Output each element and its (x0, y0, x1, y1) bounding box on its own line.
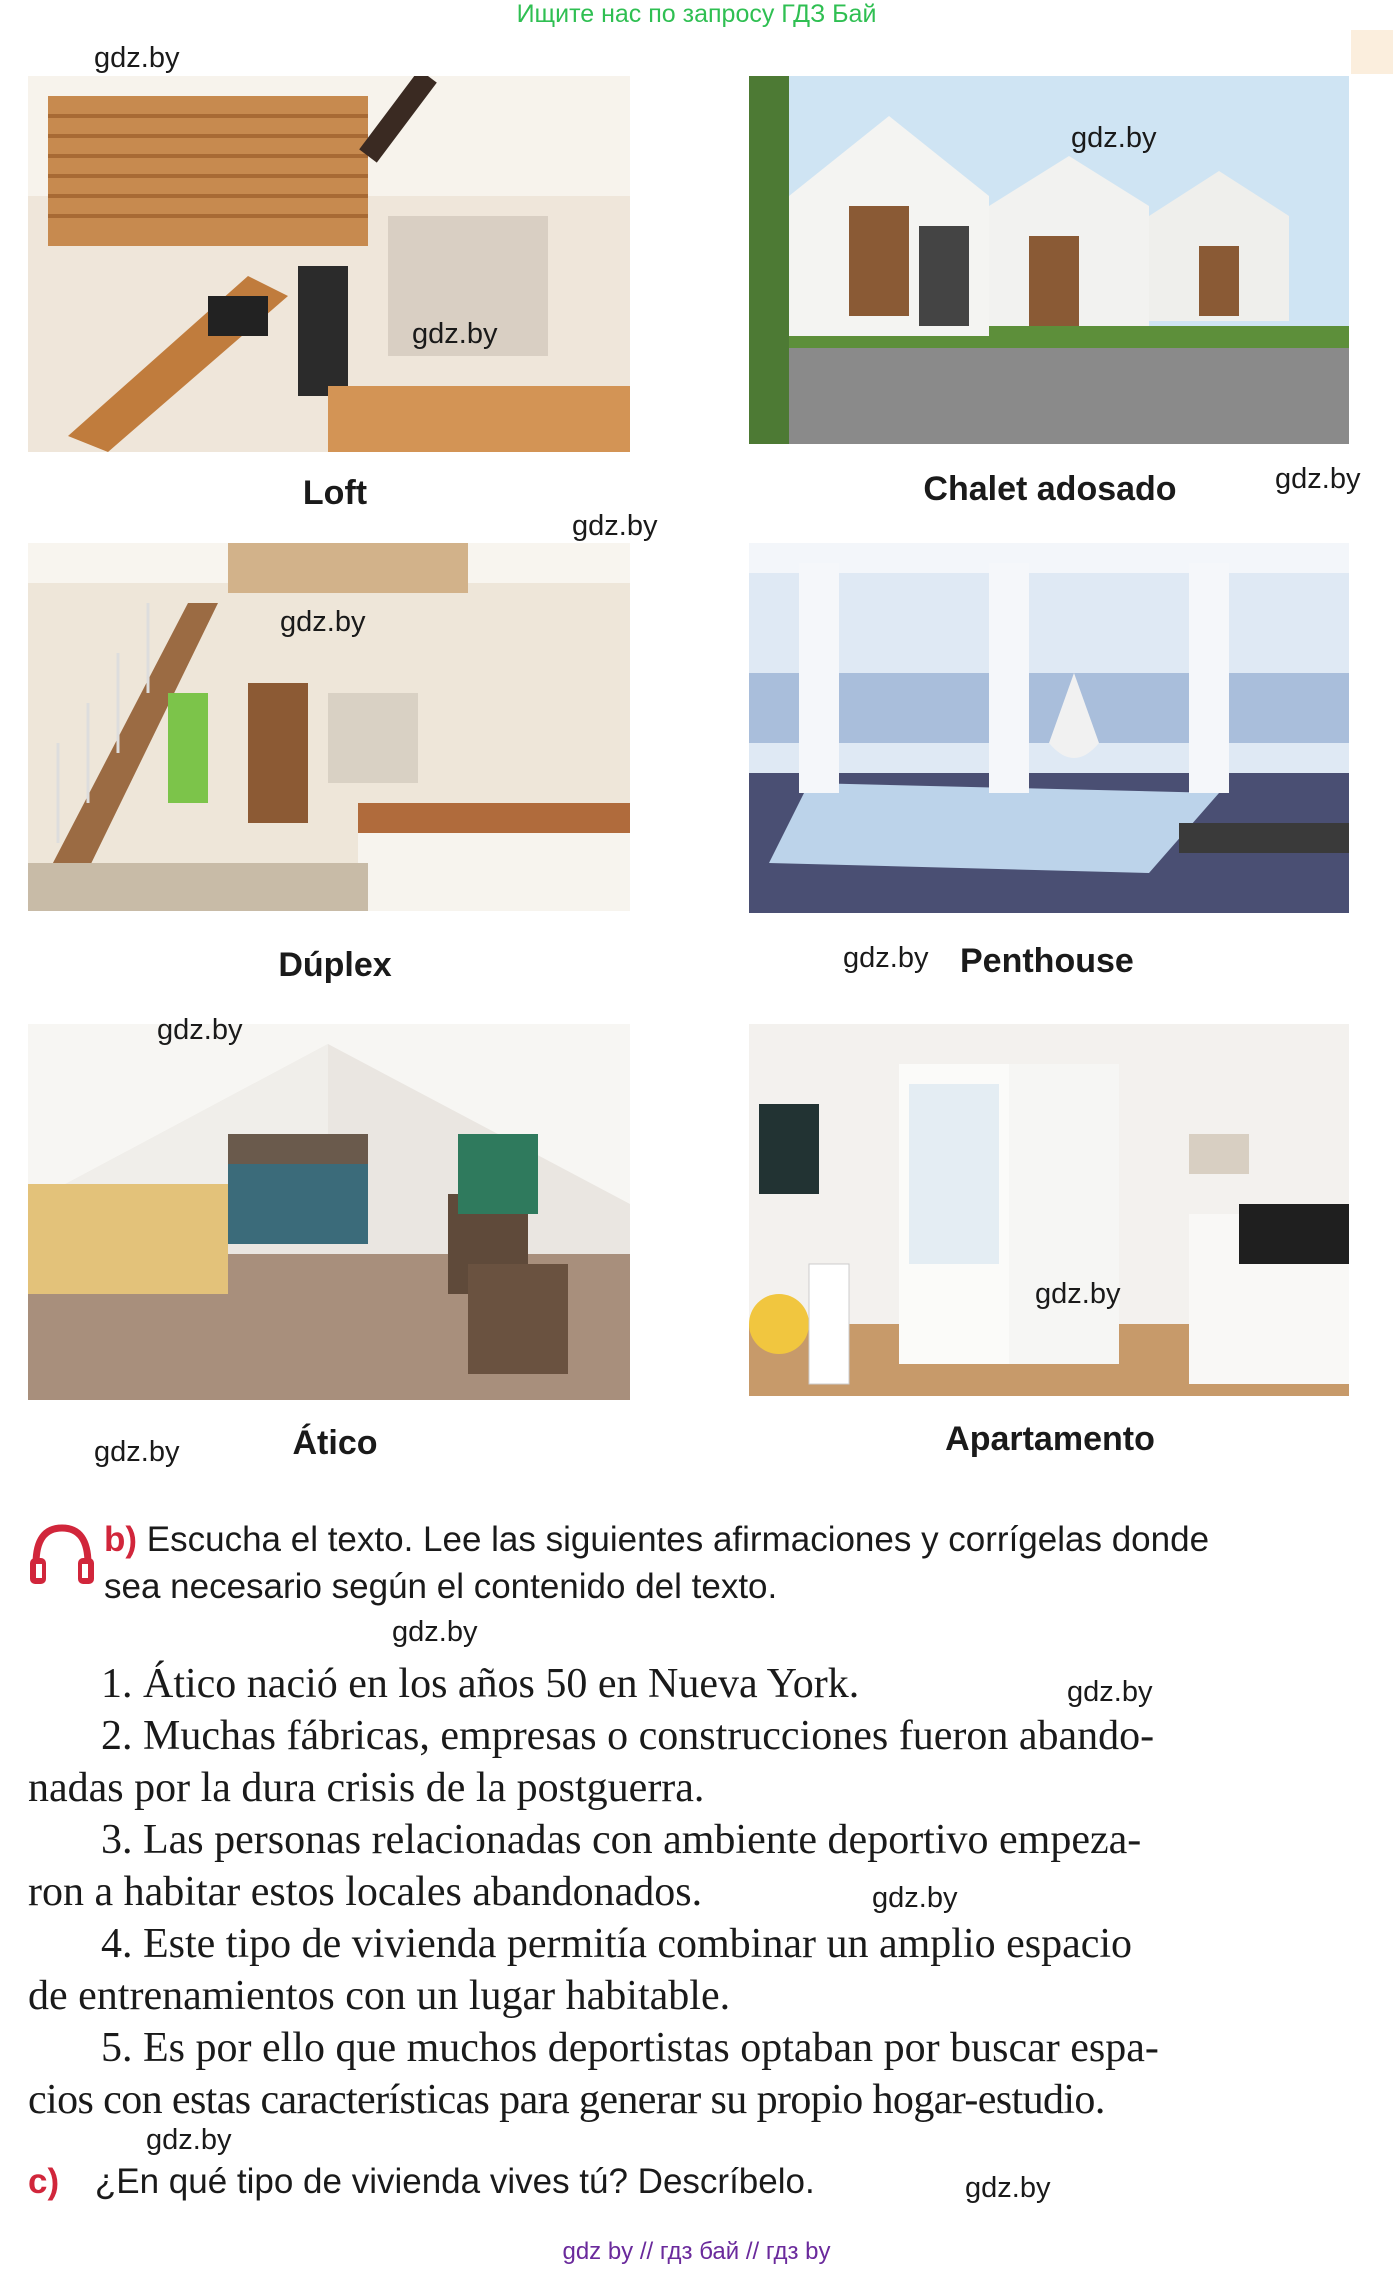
caption-chalet: Chalet adosado (923, 470, 1177, 508)
atico-photo (28, 1024, 630, 1400)
watermark: gdz.by (965, 2172, 1051, 2204)
statement-4-line1: 4. Este tipo de vivienda permitía combinar un amplio espacio (101, 1921, 1133, 1967)
statement-1: 1. Ático nació en los años 50 en Nueva York. (101, 1661, 860, 1707)
exercise-b-line1: Escucha el texto. Lee las siguientes afirmaciones y corrígelas donde (146, 1520, 1210, 1559)
statement-5-line1: 5. Es por ello que muchos deportistas optaban por buscar espa- (101, 2025, 1159, 2071)
exercise-c-label: c) (28, 2162, 60, 2201)
watermark: gdz.by (412, 318, 498, 350)
statement-2-line1: 2. Muchas fábricas, empresas o construcciones fueron abando- (101, 1713, 1155, 1759)
footer-links[interactable]: gdz by // гдз бай // гдз by (562, 2238, 831, 2265)
watermark: gdz.by (843, 942, 929, 974)
exercise-c-text: ¿En qué tipo de vivienda vives tú? Descríbelo. (94, 2162, 815, 2201)
exercise-b-line2: sea necesario según el contenido del texto. (104, 1567, 778, 1606)
caption-loft: Loft (302, 474, 368, 512)
watermark: gdz.by (1071, 122, 1157, 154)
penthouse-photo (749, 543, 1349, 913)
caption-duplex: Dúplex (278, 946, 392, 984)
chalet-photo (749, 76, 1349, 444)
watermark: gdz.by (157, 1014, 243, 1046)
duplex-photo (28, 543, 630, 911)
watermark: gdz.by (94, 1436, 180, 1468)
caption-penthouse: Penthouse (960, 942, 1134, 980)
watermark: gdz.by (280, 606, 366, 638)
watermark: gdz.by (94, 42, 180, 74)
statement-3-line1: 3. Las personas relacionadas con ambiente deportivo empeza- (101, 1817, 1142, 1863)
watermark: gdz.by (1067, 1676, 1153, 1708)
loft-photo (28, 76, 630, 452)
exercise-c (28, 2158, 815, 2205)
statement-4-line2: de entrenamientos con un lugar habitable. (28, 1973, 731, 2019)
statement-3-line2: ron a habitar estos locales abandonados. (28, 1869, 703, 1915)
caption-apartamento: Apartamento (945, 1420, 1155, 1458)
statement-2-line2: nadas por la dura crisis de la postguerra. (28, 1765, 705, 1811)
statement-5-line2: cios con estas características para generar su propio hogar-estudio. (28, 2077, 1105, 2123)
watermark: gdz.by (872, 1882, 958, 1914)
watermark: gdz.by (1275, 463, 1361, 495)
corner-decoration (1351, 30, 1393, 74)
apartamento-photo (749, 1024, 1349, 1396)
exercise-b-label: b) (104, 1520, 138, 1559)
caption-atico: Ático (292, 1424, 378, 1462)
watermark: gdz.by (1035, 1278, 1121, 1310)
watermark: gdz.by (146, 2124, 232, 2156)
top-banner[interactable]: Ищите нас по запросу ГДЗ Бай (516, 0, 877, 28)
watermark: gdz.by (392, 1616, 478, 1648)
exercise-b-instruction (104, 1516, 1364, 1610)
watermark: gdz.by (572, 510, 658, 542)
headphones-icon[interactable] (28, 1520, 96, 1586)
